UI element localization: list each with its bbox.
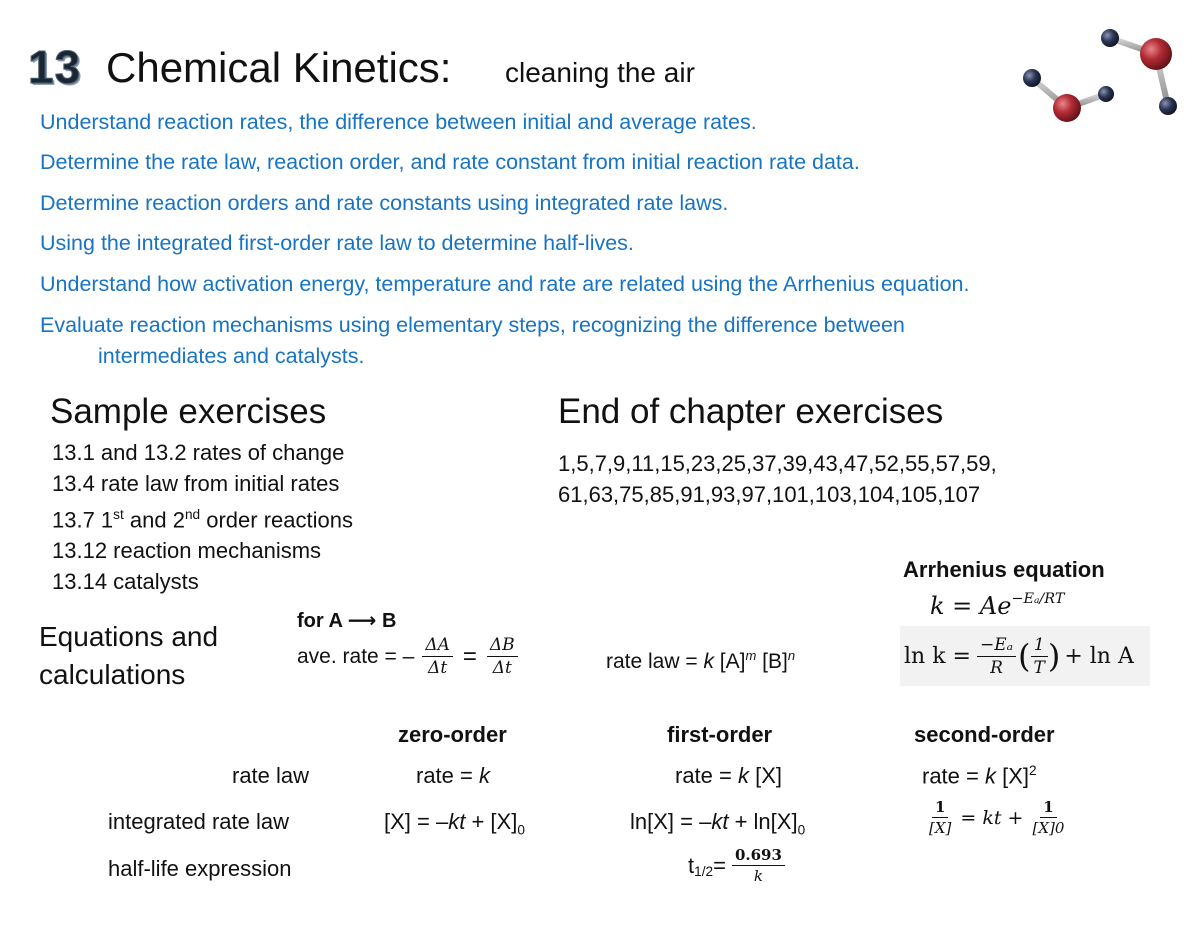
objective-item: Understand reaction rates, the difference between initial and average rates. (40, 110, 757, 134)
atom-small (1159, 97, 1177, 115)
end-of-chapter-line: 61,63,75,85,91,93,97,101,103,104,105,107 (558, 482, 981, 507)
page-subtitle: cleaning the air (505, 57, 695, 88)
atom-small (1101, 29, 1119, 47)
atom-small (1023, 69, 1041, 87)
row-label-integrated-rate-law: integrated rate law (108, 809, 289, 834)
row-label-half-life: half-life expression (108, 856, 292, 881)
first-order-half-life: t $_{1/2}$ = $\frac{0.693}{k}$ (688, 846, 785, 885)
objective-item: Understand how activation energy, temperature and rate are related using the Arrhenius equation. (40, 272, 970, 296)
sample-exercise-item: 13.7 1st and 2nd order reactions (52, 507, 353, 533)
equations-heading (39, 618, 218, 694)
sample-exercise-item: 13.1 and 13.2 rates of change (52, 440, 345, 465)
objective-item: Using the integrated first-order rate law to determine half-lives. (40, 231, 634, 255)
average-rate-equation (297, 635, 518, 678)
zero-order-rate-law: rate = k (416, 763, 490, 788)
equations-heading-line: Equations and (39, 621, 219, 652)
column-header-first-order: first-order (667, 722, 773, 747)
column-header-zero-order: zero-order (398, 722, 507, 747)
end-of-chapter-heading: End of chapter exercises (558, 392, 944, 431)
page-title: Chemical Kinetics: (106, 44, 452, 91)
objective-item: Determine the rate law, reaction order, and rate constant from initial reaction rate data. (40, 150, 860, 174)
atom-large (1140, 38, 1172, 70)
first-order-integrated-rate-law: $\ln[X] = -kt + \ln[X]_0$ (630, 809, 806, 838)
sample-exercise-item: 13.14 catalysts (52, 569, 199, 595)
sample-exercise-item: 13.4 rate law from initial rates (52, 471, 340, 496)
delta-a-fraction: $\frac{\Delta A}{\Delta t}$ (422, 635, 453, 678)
arrhenius-heading: Arrhenius equation (903, 557, 1105, 582)
average-rate-prefix: ave. rate = – (297, 644, 415, 668)
first-order-rate-law: rate = k [X] (675, 763, 782, 788)
equations-heading-line: calculations (39, 659, 186, 690)
objective-item: Determine reaction orders and rate constants using integrated rate laws. (40, 191, 729, 215)
sample-exercise-list (52, 437, 353, 597)
sample-exercise-item: 13.12 reaction mechanisms (52, 538, 322, 564)
arrhenius-equation-exponential: $k = Ae^{-E_a/RT}$ (930, 591, 1065, 620)
second-order-rate-law: rate = k $[X]^2$ (922, 763, 1037, 789)
reaction-label: for A ⟶ B (297, 610, 397, 632)
arrhenius-equation-log: ln k = $\frac{\text{−Eₐ}}{R}$ ( $\frac{1}{T}$ ) + ln A (900, 626, 1150, 686)
objective-item: Evaluate reaction mechanisms using elementary steps, recognizing the difference between (40, 313, 905, 337)
second-order-integrated-rate-law: $\frac{1}{[X]}$ = kt + $\frac{1}{[X]0}$ (929, 798, 1065, 837)
molecule-illustration (1010, 20, 1190, 130)
sample-exercises-heading: Sample exercises (50, 392, 327, 431)
atom-large (1053, 94, 1081, 122)
column-header-second-order: second-order (914, 722, 1055, 747)
zero-order-integrated-rate-law: $[X] = -kt + [X]_0$ (384, 809, 525, 838)
row-label-rate-law: rate law (232, 763, 310, 788)
rate-law-equation: rate law = k $[A]^m$ $[B]^n$ (606, 648, 796, 673)
atom-small (1098, 86, 1114, 102)
objective-item-continued: intermediates and catalysts. (98, 344, 365, 368)
chapter-number: 13 (28, 41, 82, 93)
delta-b-fraction: $\frac{\Delta B}{\Delta t}$ (487, 635, 518, 678)
end-of-chapter-line: 1,5,7,9,11,15,23,25,37,39,43,47,52,55,57,59, (558, 451, 997, 476)
equals-sign: = (462, 642, 477, 670)
end-of-chapter-list (558, 448, 997, 510)
